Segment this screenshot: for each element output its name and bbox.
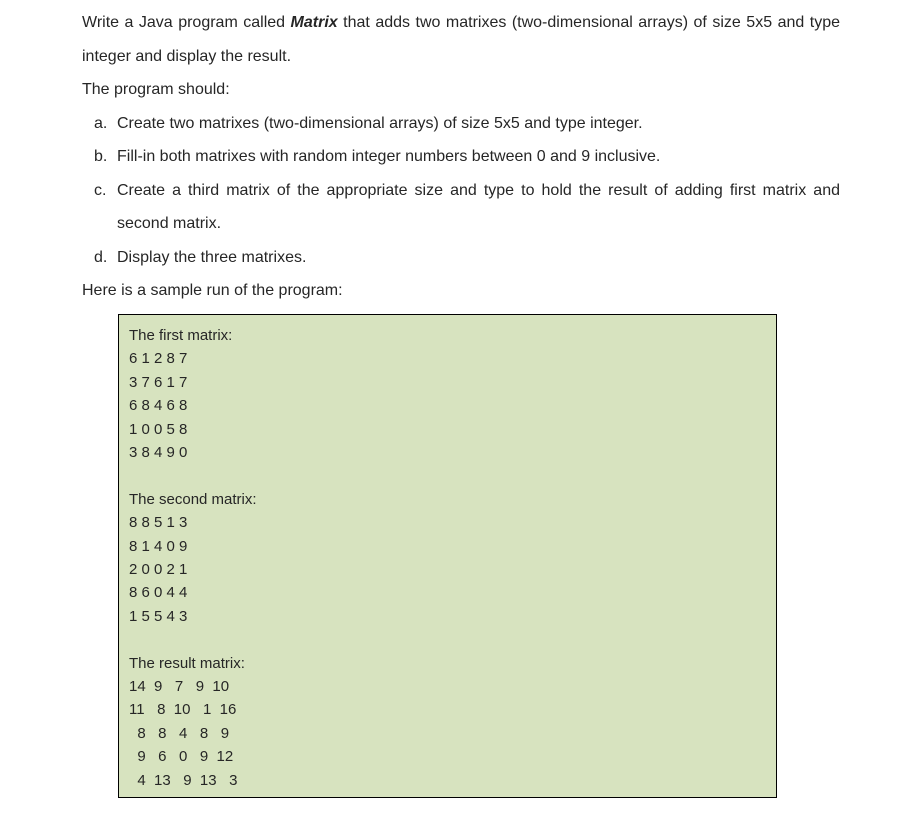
requirement-item (82, 174, 840, 241)
requirement-text: Display the three matrixes. (117, 248, 307, 266)
matrix-row: 11 8 10 1 16 (129, 701, 237, 719)
matrix-row: 8 8 4 8 9 (129, 724, 230, 742)
list-marker: d. (94, 248, 108, 266)
sample-run-box (118, 314, 777, 798)
second-matrix-label: The second matrix: (129, 490, 257, 508)
matrix-row: 9 6 0 9 12 (129, 748, 234, 766)
requirement-text: Create a third matrix of the appropriate size and type to hold the result of adding first matrix and second matrix. (117, 181, 840, 232)
document-body (82, 0, 840, 308)
matrix-row: 8 8 5 1 3 (129, 514, 188, 532)
matrix-row: 4 13 9 13 3 (129, 771, 238, 789)
class-name: Matrix (290, 14, 338, 31)
first-matrix-block (129, 324, 766, 464)
matrix-row: 8 6 0 4 4 (129, 584, 188, 602)
matrix-row: 3 8 4 9 0 (129, 443, 188, 461)
intro-text-after: that adds two matrixes (two-dimensional arrays) of size 5x5 and type integer and display the result. (82, 14, 840, 65)
requirement-text: Create two matrixes (two-dimensional arrays) of size 5x5 and type integer. (117, 114, 643, 132)
matrix-row: 6 8 4 6 8 (129, 397, 188, 415)
intro-paragraph (82, 0, 840, 73)
matrix-row: 1 0 0 5 8 (129, 420, 188, 438)
requirement-item (82, 140, 840, 174)
requirement-item (82, 107, 840, 141)
list-marker: b. (94, 148, 108, 165)
requirements-list (82, 107, 840, 275)
matrix-row: 1 5 5 4 3 (129, 607, 188, 625)
second-matrix-block (129, 488, 766, 628)
matrix-row: 6 1 2 8 7 (129, 350, 188, 368)
requirement-item (82, 241, 840, 275)
sample-intro: Here is a sample run of the program: (82, 282, 343, 299)
first-matrix-label: The first matrix: (129, 327, 233, 344)
intro-text-before: Write a Java program called (82, 14, 291, 31)
matrix-row: 8 1 4 0 9 (129, 537, 188, 555)
list-marker: a. (94, 114, 108, 132)
matrix-row: 2 0 0 2 1 (129, 561, 188, 579)
matrix-row: 14 9 7 9 10 (129, 678, 230, 696)
program-should-heading: The program should: (82, 81, 230, 98)
result-matrix-block (129, 652, 766, 792)
matrix-row: 3 7 6 1 7 (129, 373, 188, 391)
result-matrix-label: The result matrix: (129, 654, 245, 672)
requirement-text: Fill-in both matrixes with random integer numbers between 0 and 9 inclusive. (117, 148, 661, 165)
list-marker: c. (94, 181, 107, 199)
